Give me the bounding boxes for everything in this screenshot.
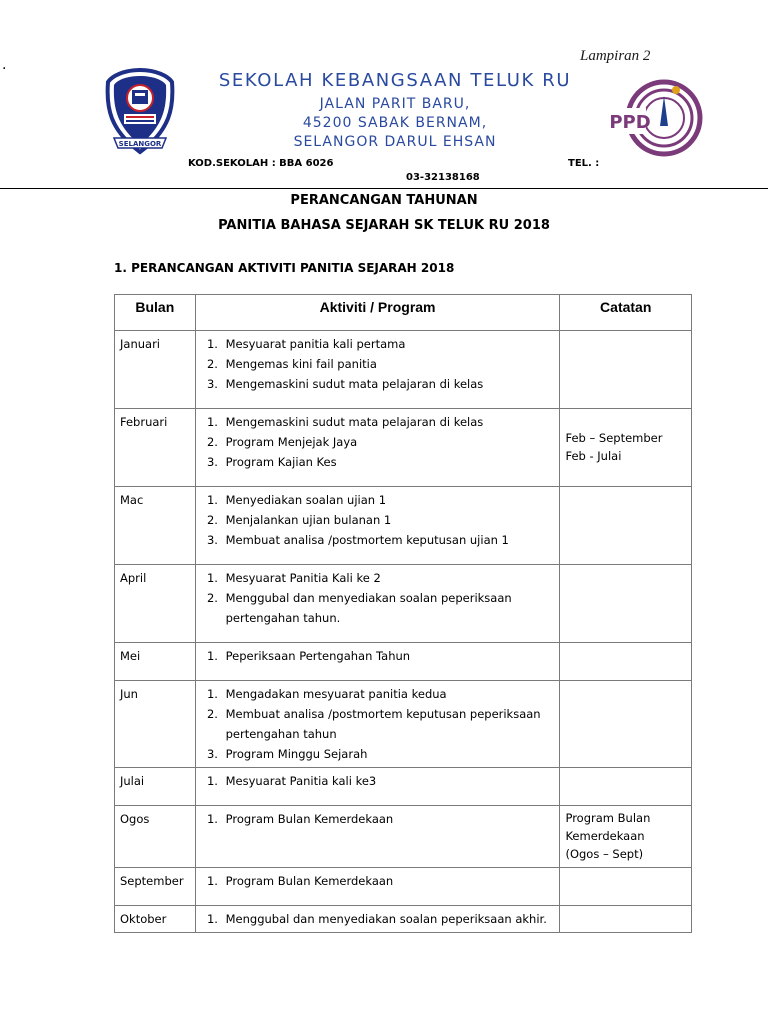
note-line: Feb – September bbox=[565, 431, 663, 445]
activity-item: 1. Program Bulan Kemerdekaan bbox=[222, 871, 555, 891]
activity-item: 1. Mengemaskini sudut mata pelajaran di kelas bbox=[222, 412, 555, 432]
activity-cell bbox=[195, 565, 560, 643]
activity-item: 1. Mesyuarat panitia kali pertama bbox=[222, 334, 555, 354]
month-cell: September bbox=[115, 868, 196, 906]
activity-item: 3. Mengemaskini sudut mata pelajaran di kelas bbox=[222, 374, 555, 394]
activity-item: 1. Mesyuarat Panitia Kali ke 2 bbox=[222, 568, 555, 588]
note-line: Feb - Julai bbox=[565, 449, 622, 463]
activity-list bbox=[201, 568, 555, 628]
address-line-3: SELANGOR DARUL EHSAN bbox=[293, 134, 497, 150]
activity-item: 2. Menjalankan ujian bulanan 1 bbox=[222, 510, 555, 530]
activity-item: 1. Program Bulan Kemerdekaan bbox=[222, 809, 555, 829]
notes-cell bbox=[560, 409, 692, 487]
stray-mark: . bbox=[2, 57, 7, 73]
activity-item: 2. Mengemas kini fail panitia bbox=[222, 354, 555, 374]
notes-cell bbox=[560, 806, 692, 868]
table-row bbox=[115, 565, 692, 643]
activity-plan-table bbox=[114, 294, 692, 933]
ppd-logo bbox=[609, 78, 704, 160]
month-cell: April bbox=[115, 565, 196, 643]
notes-cell bbox=[560, 565, 692, 643]
activity-item: 1. Mengadakan mesyuarat panitia kedua bbox=[222, 684, 555, 704]
activity-list bbox=[201, 771, 555, 791]
svg-text:PPD: PPD bbox=[609, 112, 651, 133]
notes-cell bbox=[560, 331, 692, 409]
activity-item: 3. Program Kajian Kes bbox=[222, 452, 555, 472]
table-row bbox=[115, 643, 692, 681]
activity-cell bbox=[195, 868, 560, 906]
activity-list bbox=[201, 909, 555, 929]
month-cell: Mei bbox=[115, 643, 196, 681]
activity-item: 2. Program Menjejak Jaya bbox=[222, 432, 555, 452]
activity-cell bbox=[195, 681, 560, 768]
activity-item: 2. Menggubal dan menyediakan soalan peperiksaan pertengahan tahun. bbox=[222, 588, 555, 628]
activity-item: 1. Peperiksaan Pertengahan Tahun bbox=[222, 646, 555, 666]
activity-cell bbox=[195, 768, 560, 806]
activity-item: 1. Menggubal dan menyediakan soalan peperiksaan akhir. bbox=[222, 909, 555, 929]
attachment-label: Lampiran 2 bbox=[580, 48, 651, 64]
header-activity: Aktiviti / Program bbox=[195, 295, 560, 331]
activity-cell bbox=[195, 906, 560, 933]
header-notes: Catatan bbox=[560, 295, 692, 331]
month-cell: Februari bbox=[115, 409, 196, 487]
address-line-2: 45200 SABAK BERNAM, bbox=[302, 115, 488, 131]
activity-list bbox=[201, 412, 555, 472]
table-row bbox=[115, 806, 692, 868]
activity-list bbox=[201, 871, 555, 891]
table-row bbox=[115, 409, 692, 487]
table-row bbox=[115, 868, 692, 906]
header-month: Bulan bbox=[115, 295, 196, 331]
activity-item: 3. Membuat analisa /postmortem keputusan ujian 1 bbox=[222, 530, 555, 550]
school-crest-logo bbox=[104, 68, 176, 156]
svg-text:SELANGOR: SELANGOR bbox=[118, 140, 162, 148]
notes-cell bbox=[560, 768, 692, 806]
note-line: Kemerdekaan bbox=[565, 829, 645, 843]
table-row bbox=[115, 768, 692, 806]
note-line: Program Bulan bbox=[565, 811, 651, 825]
school-name: SEKOLAH KEBANGSAAN TELUK RU bbox=[218, 70, 572, 91]
activity-list bbox=[201, 490, 555, 550]
notes-cell bbox=[560, 868, 692, 906]
notes-cell bbox=[560, 681, 692, 768]
activity-item: 2. Membuat analisa /postmortem keputusan peperiksaan pertengahan tahun bbox=[222, 704, 555, 744]
month-cell: Mac bbox=[115, 487, 196, 565]
notes-cell bbox=[560, 487, 692, 565]
activity-list bbox=[201, 684, 555, 764]
month-cell: Oktober bbox=[115, 906, 196, 933]
section-heading: 1. PERANCANGAN AKTIVITI PANITIA SEJARAH 2018 bbox=[114, 261, 455, 275]
notes-cell bbox=[560, 906, 692, 933]
tel-number: 03-32138168 bbox=[406, 172, 480, 183]
address-line-1: JALAN PARIT BARU, bbox=[319, 96, 471, 112]
activity-item: 1. Mesyuarat Panitia kali ke3 bbox=[222, 771, 555, 791]
table-row bbox=[115, 681, 692, 768]
month-cell: Januari bbox=[115, 331, 196, 409]
table-row bbox=[115, 906, 692, 933]
header-divider bbox=[0, 188, 768, 189]
month-cell: Jun bbox=[115, 681, 196, 768]
activity-cell bbox=[195, 331, 560, 409]
activity-cell bbox=[195, 643, 560, 681]
activity-item: 3. Program Minggu Sejarah bbox=[222, 744, 555, 764]
document-title: PERANCANGAN TAHUNAN bbox=[290, 193, 478, 208]
tel-label: TEL. : bbox=[568, 158, 600, 169]
activity-list bbox=[201, 809, 555, 829]
table-row bbox=[115, 487, 692, 565]
activity-cell bbox=[195, 487, 560, 565]
table-row bbox=[115, 331, 692, 409]
activity-cell bbox=[195, 409, 560, 487]
document-subtitle: PANITIA BAHASA SEJARAH SK TELUK RU 2018 bbox=[218, 218, 550, 233]
notes-cell bbox=[560, 643, 692, 681]
activity-list bbox=[201, 646, 555, 666]
activity-cell bbox=[195, 806, 560, 868]
school-code: KOD.SEKOLAH : BBA 6026 bbox=[188, 158, 334, 169]
note-line: (Ogos – Sept) bbox=[565, 847, 644, 861]
month-cell: Ogos bbox=[115, 806, 196, 868]
activity-list bbox=[201, 334, 555, 394]
activity-item: 1. Menyediakan soalan ujian 1 bbox=[222, 490, 555, 510]
month-cell: Julai bbox=[115, 768, 196, 806]
